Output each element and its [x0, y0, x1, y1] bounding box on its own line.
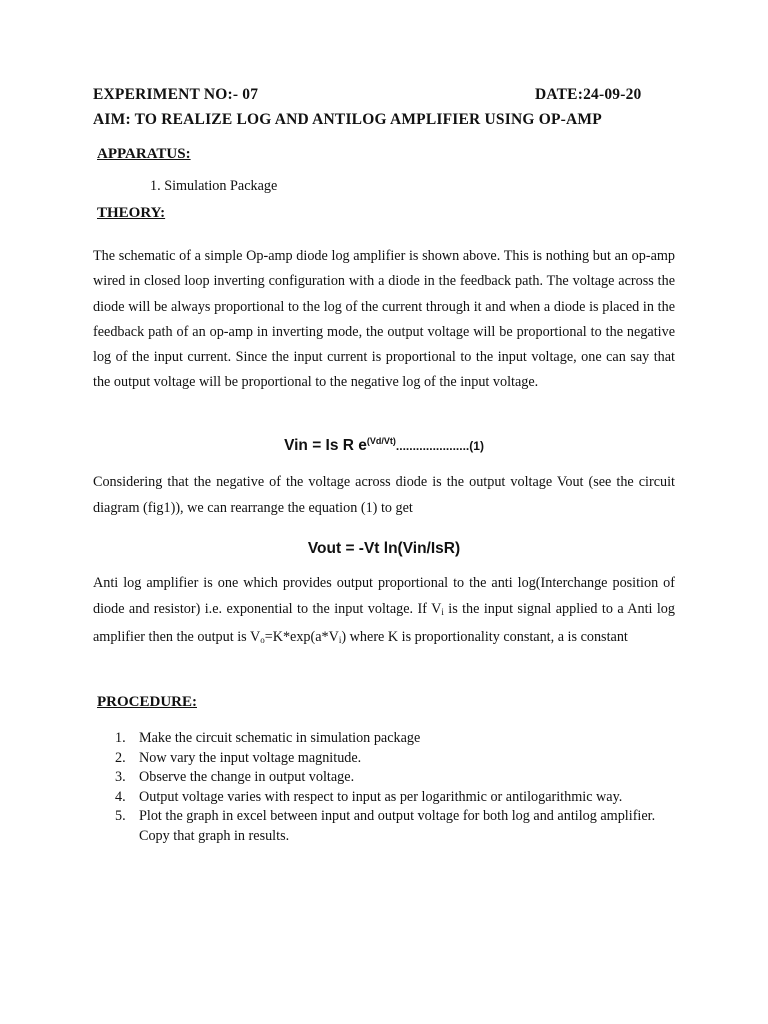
step-number: 4. [115, 788, 126, 805]
equation-1-main: Vin = Is R e [284, 437, 367, 454]
aim-title: AIM: TO REALIZE LOG AND ANTILOG AMPLIFIER USING OP-AMP [93, 111, 602, 128]
apparatus-item: 1. Simulation Package [150, 178, 278, 194]
step-number: 2. [115, 749, 126, 766]
step-text: Make the circuit schematic in simulation package [139, 730, 421, 746]
theory-heading: THEORY: [97, 205, 166, 221]
theory-paragraph-2: Considering that the negative of the voltage across diode is the output voltage Vout (see the circuit diagram (fig1)), we can rearrange the equation (1) to get [93, 474, 675, 516]
procedure-list [115, 729, 675, 846]
experiment-number: EXPERIMENT NO:- 07 [93, 86, 259, 103]
antilog-text-a: Anti log amplifier is one which provides output proportional to the anti log(Interchange position of diode and resistor) i.e. exponential to the input voltage. If V [93, 575, 675, 617]
antilog-text-d: ) where K is proportionality constant, a is constant [341, 629, 628, 645]
procedure-step [115, 788, 675, 808]
step-number: 1. [115, 730, 126, 746]
antilog-paragraph [93, 571, 675, 654]
step-number: 5. [115, 808, 126, 824]
subscript-i-2: i [338, 635, 342, 645]
equation-1 [0, 436, 768, 455]
equation-2: Vout = -Vt ln(Vin/IsR) [307, 540, 461, 557]
experiment-date: DATE:24-09-20 [535, 86, 642, 103]
procedure-heading: PROCEDURE: [97, 694, 197, 710]
step-text: Observe the change in output voltage. [139, 769, 355, 785]
procedure-step [115, 807, 675, 846]
step-text: Plot the graph in excel between input and output voltage for both log and antilog amplifier. Copy that graph in results. [139, 808, 656, 844]
theory-paragraph: The schematic of a simple Op-amp diode log amplifier is shown above. This is nothing but an op-amp wired in closed loop inverting configuration with a diode in the feedback path. The voltage across the diode will be always proportional to the log of the current through it and when a diode is placed in the feedback path of an op-amp in inverting mode, the output voltage will be proportional to the negative log of the input current. Since the input current is proportional to the input voltage, one can say that the output voltage will be proportional to the negative log of the input voltage. [93, 248, 675, 391]
step-number: 3. [115, 769, 126, 785]
procedure-step [115, 749, 675, 769]
antilog-text-b: is the input signal applied to a Anti log amplifier then the output is V [93, 600, 675, 645]
equation-1-tail: ......................(1) [395, 439, 484, 453]
procedure-step [115, 729, 675, 749]
subscript-o: o [260, 635, 265, 645]
apparatus-heading: APPARATUS: [97, 146, 191, 162]
subscript-i: i [441, 606, 444, 617]
procedure-step [115, 768, 675, 788]
equation-1-exponent: (Vd/Vt) [366, 436, 396, 446]
step-text: Now vary the input voltage magnitude. [139, 749, 362, 766]
step-text: Output voltage varies with respect to input as per logarithmic or antilogarithmic way. [139, 788, 623, 805]
antilog-text-c: =K*exp(a*V [264, 629, 339, 645]
